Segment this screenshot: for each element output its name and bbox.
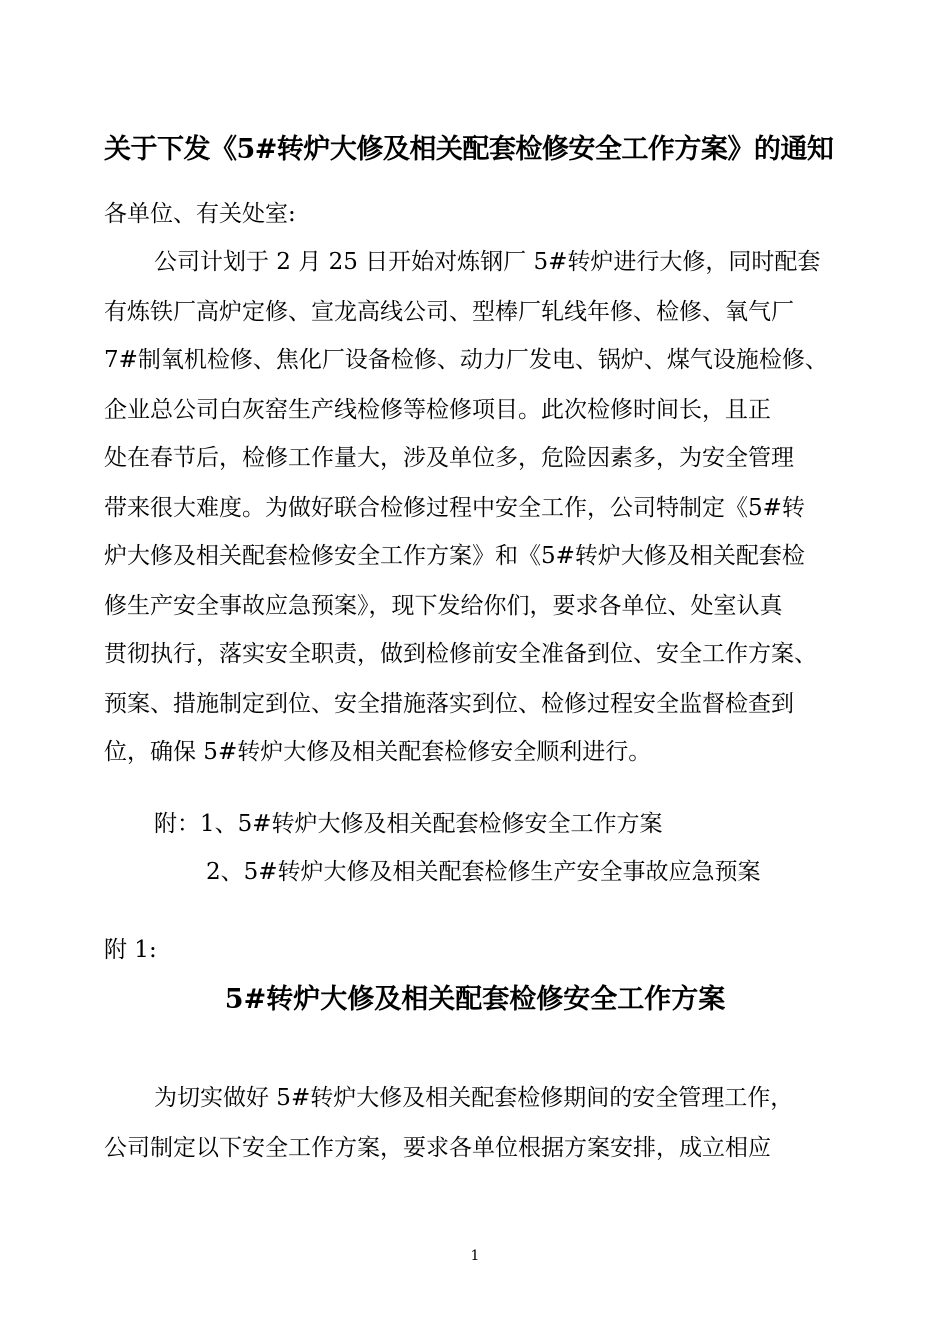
appendix-label: 附 1: <box>104 937 157 963</box>
attachment-item-2: 2、5#转炉大修及相关配套检修生产安全事故应急预案 <box>206 859 761 885</box>
body-line: 带来很大难度。为做好联合检修过程中安全工作，公司特制定《5#转 <box>104 495 805 521</box>
body-line: 修生产安全事故应急预案》，现下发给你们，要求各单位、处室认真 <box>104 593 783 619</box>
section-title: 5#转炉大修及相关配套检修安全工作方案 <box>224 984 726 1015</box>
body-line: 公司计划于 2 月 25 日开始对炼钢厂 5#转炉进行大修，同时配套 <box>154 249 821 275</box>
body-line: 处在春节后，检修工作量大，涉及单位多，危险因素多，为安全管理 <box>104 445 794 471</box>
body-line: 预案、措施制定到位、安全措施落实到位、检修过程安全监督检查到 <box>104 691 794 717</box>
salutation: 各单位、有关处室: <box>104 201 296 227</box>
document-title: 关于下发《5#转炉大修及相关配套检修安全工作方案》的通知 <box>104 134 834 165</box>
body-line: 贯彻执行，落实安全职责，做到检修前安全准备到位、安全工作方案、 <box>104 641 817 667</box>
body-line: 企业总公司白灰窑生产线检修等检修项目。此次检修时间长，且正 <box>104 397 771 423</box>
section-body-line: 公司制定以下安全工作方案，要求各单位根据方案安排，成立相应 <box>104 1135 771 1161</box>
body-line: 炉大修及相关配套检修安全工作方案》和《5#转炉大修及相关配套检 <box>104 543 805 569</box>
body-line: 位，确保 5#转炉大修及相关配套检修安全顺利进行。 <box>104 739 652 765</box>
page-number: 1 <box>470 1248 480 1264</box>
body-line: 7#制氧机检修、焦化厂设备检修、动力厂发电、锅炉、煤气设施检修、 <box>104 347 828 373</box>
section-body-line: 为切实做好 5#转炉大修及相关配套检修期间的安全管理工作， <box>154 1085 794 1111</box>
body-line: 有炼铁厂高炉定修、宣龙高线公司、型棒厂轧线年修、检修、氧气厂 <box>104 299 794 325</box>
attachment-item-1: 附：1、5#转炉大修及相关配套检修安全工作方案 <box>154 811 663 837</box>
